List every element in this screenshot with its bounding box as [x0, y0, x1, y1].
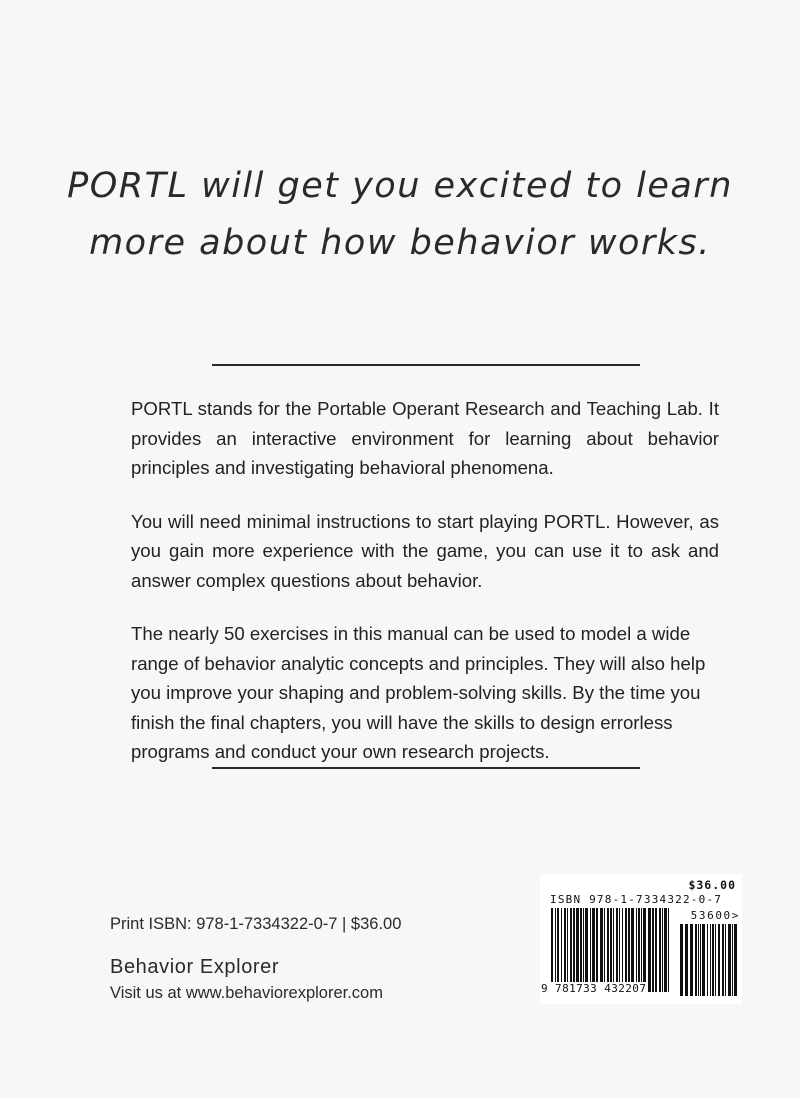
paragraph-2: You will need minimal instructions to start playing PORTL. However, as you gain more experience with the game, you can use it to ask and answer complex questions about behavior. [131, 510, 719, 591]
description [131, 394, 719, 791]
paragraph-3: The nearly 50 exercises in this manual can be used to model a wide range of behavior analytic concepts and principles. They will also help you improve your shaping and problem-solving skills. By the time you finish the final chapters, you will have the skills to design errorless programs and conduct your own research projects. [131, 623, 706, 762]
tagline-line-2: more about how behavior works. [89, 223, 711, 263]
barcode-addon: 53600> [690, 909, 740, 922]
paragraph-1: PORTL stands for the Portable Operant Research and Teaching Lab. It provides an interactive environment for learning about behavior principles and investigating behavioral phenomena. [131, 398, 719, 478]
tagline [60, 158, 740, 272]
barcode-isbn: ISBN 978-1-7334322-0-7 [550, 893, 723, 906]
tagline-line-1: PORTL will get you excited to learn [67, 166, 733, 206]
bottom-divider [212, 767, 640, 769]
barcode [540, 874, 742, 1004]
publisher-name: Behavior Explorer [110, 956, 280, 978]
print-isbn: Print ISBN: 978-1-7334322-0-7 | $36.00 [110, 915, 402, 933]
publisher-website: Visit us at www.behaviorexplorer.com [110, 984, 383, 1002]
barcode-price: $36.00 [688, 878, 736, 892]
top-divider [212, 364, 640, 366]
barcode-digits: 9 781733 432207 [541, 982, 647, 995]
